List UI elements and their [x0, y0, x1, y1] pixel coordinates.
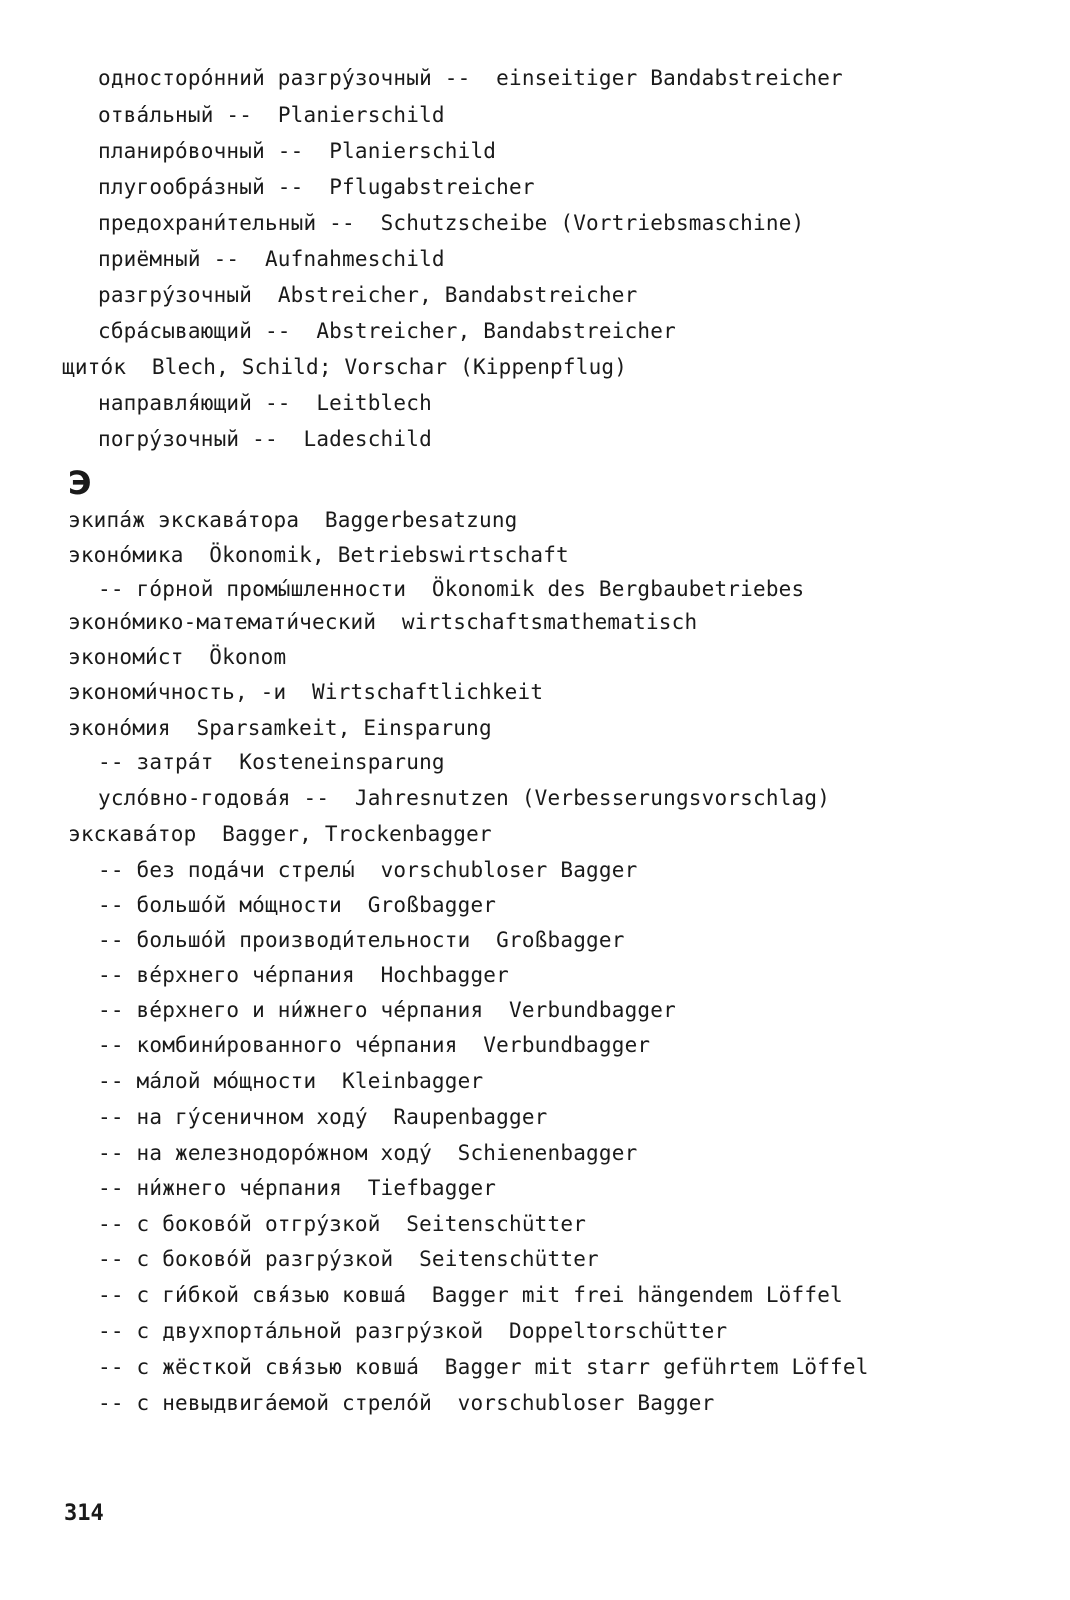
german-translation: Pflugabstreicher: [329, 175, 535, 199]
german-translation: Doppeltorschütter: [508, 1319, 728, 1343]
russian-headword: эконо́мико-математи́ческий: [68, 610, 377, 634]
page-number: 314: [64, 1501, 104, 1526]
russian-term: -- с боково́й отгру́зкой: [98, 1212, 381, 1236]
russian-term: плугообра́зный --: [98, 175, 304, 199]
russian-headword: экономи́чность, -и: [68, 680, 287, 704]
entry-line: [98, 575, 804, 603]
german-translation: Planierschild: [329, 139, 497, 163]
russian-term: -- с невыдвига́емой стрело́й: [98, 1391, 432, 1415]
entry-line: [98, 173, 535, 201]
german-translation: Bagger, Trockenbagger: [222, 822, 492, 846]
german-translation: Großbagger: [496, 928, 625, 952]
russian-term: планиро́вочный --: [98, 139, 304, 163]
russian-term: отва́льный --: [98, 103, 253, 127]
entry-line: [98, 64, 843, 92]
german-translation: Ökonomik des Bergbaubetriebes: [431, 577, 805, 601]
headword-line: [68, 506, 518, 534]
entry-line: [98, 996, 676, 1024]
german-translation: vorschubloser Bagger: [380, 858, 638, 882]
russian-term: разгру́зочный: [98, 283, 253, 307]
german-translation: Großbagger: [367, 893, 497, 917]
german-translation: vorschubloser Bagger: [457, 1391, 715, 1415]
headword-line: [68, 643, 286, 671]
russian-term: -- ве́рхнего и ни́жнего че́рпания: [98, 998, 484, 1022]
russian-headword: эконо́мия: [68, 716, 171, 740]
russian-headword: эконо́мика: [68, 543, 184, 567]
german-translation: Seitenschütter: [406, 1212, 587, 1236]
entry-line: [98, 1353, 869, 1381]
german-translation: Aufnahmeschild: [264, 247, 445, 271]
german-translation: Blech, Schild; Vorschar (Kippenpflug): [151, 355, 628, 379]
german-translation: Schutzscheibe (Vortriebsmaschine): [380, 211, 805, 235]
russian-headword: экипа́ж экскава́тора: [68, 508, 300, 532]
german-translation: Leitblech: [316, 391, 432, 415]
russian-term: -- го́рной промы́шленности: [98, 577, 407, 601]
german-translation: Tiefbagger: [367, 1176, 497, 1200]
german-translation: Wirtschaftlichkeit: [312, 680, 544, 704]
russian-term: -- на гу́сеничном ходу́: [98, 1105, 368, 1129]
headword-line: [62, 353, 627, 381]
entry-line: [98, 281, 637, 309]
german-translation: Bagger mit frei hängendem Löffel: [431, 1283, 843, 1307]
entry-line: [98, 891, 496, 919]
russian-term: -- ни́жнего че́рпания: [98, 1176, 343, 1200]
german-translation: Sparsamkeit, Einsparung: [196, 716, 492, 740]
russian-term: -- с боково́й разгру́зкой: [98, 1247, 394, 1271]
russian-term: сбра́сывающий --: [98, 319, 291, 343]
german-translation: Ladeschild: [303, 427, 432, 451]
german-translation: Raupenbagger: [393, 1105, 548, 1129]
entry-line: [98, 1067, 483, 1095]
headword-line: [68, 714, 492, 742]
german-translation: Kosteneinsparung: [239, 750, 445, 774]
entry-line: [98, 1317, 727, 1345]
german-translation: Verbundbagger: [483, 1033, 651, 1057]
entry-line: [98, 1031, 650, 1059]
russian-term: -- на железнодоро́жном ходу́: [98, 1141, 432, 1165]
entry-line: [98, 1389, 714, 1417]
german-translation: Seitenschütter: [419, 1247, 599, 1271]
russian-term: -- большо́й мо́щности: [98, 893, 343, 917]
entry-line: [98, 1281, 843, 1309]
entry-line: [98, 961, 509, 989]
russian-term: -- затра́т: [98, 750, 214, 774]
german-translation: Abstreicher, Bandabstreicher: [316, 319, 676, 343]
russian-term: -- с ги́бкой свя́зью ковша́: [98, 1283, 407, 1307]
headword-line: [68, 541, 569, 569]
russian-term: -- комбини́рованного че́рпания: [98, 1033, 458, 1057]
russian-term: направля́ющий --: [98, 391, 291, 415]
german-translation: Kleinbagger: [342, 1069, 484, 1093]
entry-line: [98, 1245, 599, 1273]
german-translation: wirtschaftsmathematisch: [401, 610, 698, 634]
german-translation: Jahresnutzen (Verbesserungsvorschlag): [354, 786, 831, 810]
entry-line: [98, 425, 432, 453]
russian-term: приёмный --: [98, 247, 240, 271]
headword-line: [68, 678, 543, 706]
russian-term: -- без пода́чи стрелы́: [98, 858, 355, 882]
russian-term: -- большо́й производи́тельности: [98, 928, 471, 952]
entry-line: [98, 784, 830, 812]
russian-term: погру́зочный --: [98, 427, 278, 451]
entry-line: [98, 1139, 637, 1167]
german-translation: Abstreicher, Bandabstreicher: [277, 283, 638, 307]
russian-headword: экономи́ст: [68, 645, 184, 669]
entry-line: [98, 389, 432, 417]
russian-term: усло́вно-годова́я --: [98, 786, 330, 810]
german-translation: einseitiger Bandabstreicher: [496, 66, 843, 90]
entry-line: [98, 1174, 496, 1202]
headword-line: [68, 820, 492, 848]
section-letter-heading: Э: [68, 464, 92, 502]
entry-line: [98, 856, 637, 884]
german-translation: Schienenbagger: [457, 1141, 638, 1165]
german-translation: Baggerbesatzung: [324, 508, 518, 532]
entry-line: [98, 926, 625, 954]
russian-term: -- ма́лой мо́щности: [98, 1069, 317, 1093]
entry-line: [98, 101, 445, 129]
german-translation: Planierschild: [277, 103, 445, 127]
entry-line: [98, 245, 445, 273]
russian-headword: щито́к: [62, 355, 127, 379]
russian-term: -- с двухпорта́льной разгру́зкой: [98, 1319, 484, 1343]
german-translation: Hochbagger: [380, 963, 509, 987]
russian-term: -- с жёсткой свя́зью ковша́: [98, 1355, 420, 1379]
headword-line: [68, 608, 697, 636]
russian-term: предохрани́тельный --: [98, 211, 355, 235]
entry-line: [98, 1210, 586, 1238]
german-translation: Bagger mit starr geführtem Löffel: [444, 1355, 869, 1379]
russian-term: односторо́нний разгру́зочный --: [98, 66, 471, 90]
entry-line: [98, 209, 804, 237]
russian-term: -- ве́рхнего че́рпания: [98, 963, 355, 987]
entry-line: [98, 137, 496, 165]
german-translation: Verbundbagger: [508, 998, 676, 1022]
german-translation: Ökonomik, Betriebswirtschaft: [209, 543, 569, 567]
russian-headword: экскава́тор: [68, 822, 197, 846]
german-translation: Ökonom: [209, 645, 287, 669]
entry-line: [98, 748, 445, 776]
entry-line: [98, 1103, 548, 1131]
entry-line: [98, 317, 676, 345]
